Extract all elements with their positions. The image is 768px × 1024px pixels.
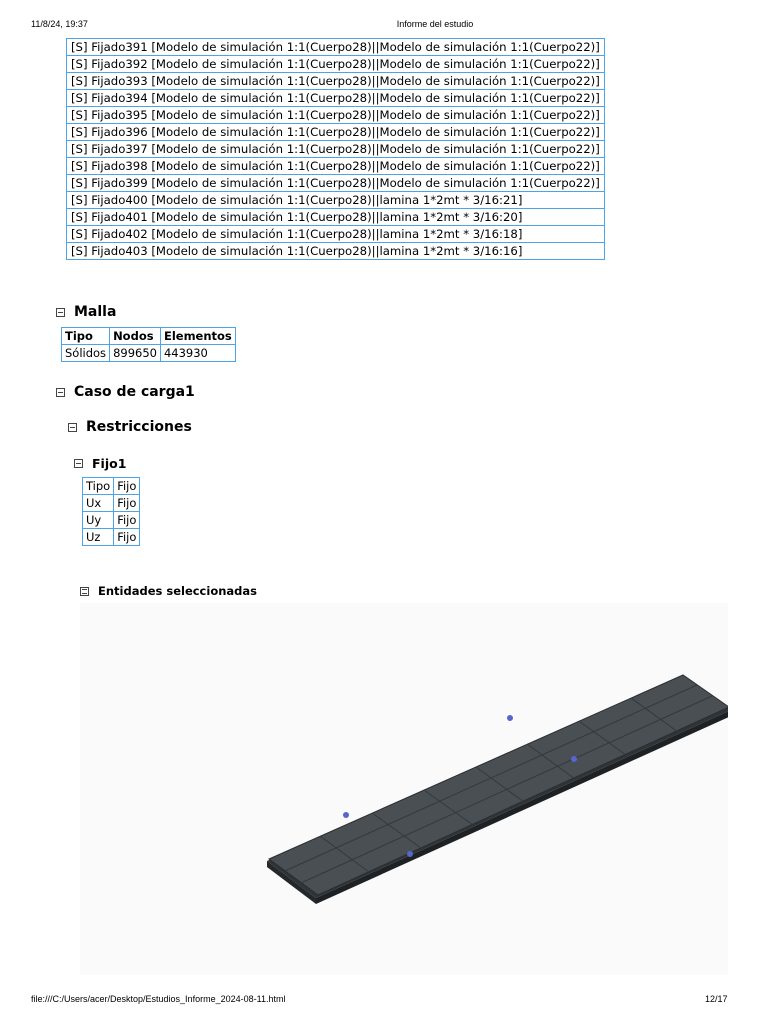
table-row <box>67 141 605 158</box>
table-cell: Fijo <box>114 529 140 546</box>
fixture-entry: [S] Fijado401 [Modelo de simulación 1:1(Cuerpo28)||lamina 1*2mt * 3/16:20] <box>67 209 605 226</box>
fixture-marker <box>507 715 513 721</box>
table-cell: Fijo <box>114 495 140 512</box>
fixture-marker <box>571 756 577 762</box>
column-header: Nodos <box>110 328 161 345</box>
model-image <box>80 603 728 975</box>
table-cell: Fijo <box>114 512 140 529</box>
section-title: Restricciones <box>86 419 192 435</box>
plate-top-face <box>269 675 728 895</box>
table-row <box>83 512 140 529</box>
print-title: Informe del estudio <box>396 19 474 29</box>
mesh-table <box>61 327 236 362</box>
table-row <box>62 345 236 362</box>
column-header: Tipo <box>62 328 110 345</box>
collapse-icon[interactable] <box>56 308 65 317</box>
table-row <box>67 56 605 73</box>
table-row <box>67 90 605 107</box>
table-row <box>67 192 605 209</box>
column-header: Elementos <box>160 328 235 345</box>
section-malla[interactable] <box>56 304 116 320</box>
collapse-icon[interactable] <box>74 459 83 468</box>
table-row <box>67 243 605 260</box>
section-selected-entities[interactable] <box>80 584 257 598</box>
section-title: Malla <box>74 304 117 320</box>
table-cell: Fijo <box>114 478 140 495</box>
table-cell: 443930 <box>160 345 235 362</box>
fixture-entry: [S] Fijado396 [Modelo de simulación 1:1(Cuerpo28)||Modelo de simulación 1:1(Cuerpo22)] <box>67 124 605 141</box>
fixture-entry: [S] Fijado399 [Modelo de simulación 1:1(Cuerpo28)||Modelo de simulación 1:1(Cuerpo22)] <box>67 175 605 192</box>
fixture-entry: [S] Fijado402 [Modelo de simulación 1:1(Cuerpo28)||lamina 1*2mt * 3/16:18] <box>67 226 605 243</box>
table-row <box>67 39 605 56</box>
fixtures-table <box>66 38 605 260</box>
table-cell: Sólidos <box>62 345 110 362</box>
fixture-entry: [S] Fijado400 [Modelo de simulación 1:1(Cuerpo28)||lamina 1*2mt * 3/16:21] <box>67 192 605 209</box>
section-fijo1[interactable] <box>74 456 126 471</box>
table-row <box>67 73 605 90</box>
model-render <box>80 603 728 975</box>
table-row <box>83 478 140 495</box>
fijo1-table <box>82 477 140 546</box>
table-cell: Ux <box>83 495 114 512</box>
table-cell: Uy <box>83 512 114 529</box>
table-row <box>67 158 605 175</box>
table-row <box>67 175 605 192</box>
fixture-marker <box>343 812 349 818</box>
table-row <box>67 107 605 124</box>
print-datetime: 11/8/24, 19:37 <box>31 19 88 29</box>
section-restrictions[interactable] <box>68 419 192 435</box>
fixture-entry: [S] Fijado395 [Modelo de simulación 1:1(Cuerpo28)||Modelo de simulación 1:1(Cuerpo22)] <box>67 107 605 124</box>
page-number: 12/17 <box>705 994 728 1004</box>
section-title: Fijo1 <box>92 456 127 471</box>
table-cell: Uz <box>83 529 114 546</box>
fixture-entry: [S] Fijado398 [Modelo de simulación 1:1(Cuerpo28)||Modelo de simulación 1:1(Cuerpo22)] <box>67 158 605 175</box>
collapse-icon[interactable] <box>80 587 89 596</box>
fixture-entry: [S] Fijado403 [Modelo de simulación 1:1(Cuerpo28)||lamina 1*2mt * 3/16:16] <box>67 243 605 260</box>
table-row <box>67 209 605 226</box>
fixture-entry: [S] Fijado397 [Modelo de simulación 1:1(Cuerpo28)||Modelo de simulación 1:1(Cuerpo22)] <box>67 141 605 158</box>
table-row <box>67 226 605 243</box>
table-cell: 899650 <box>110 345 161 362</box>
section-title: Caso de carga1 <box>74 384 195 400</box>
fixture-entry: [S] Fijado393 [Modelo de simulación 1:1(Cuerpo28)||Modelo de simulación 1:1(Cuerpo22)] <box>67 73 605 90</box>
table-row <box>83 495 140 512</box>
fixture-entry: [S] Fijado394 [Modelo de simulación 1:1(Cuerpo28)||Modelo de simulación 1:1(Cuerpo22)] <box>67 90 605 107</box>
table-row <box>67 124 605 141</box>
fixture-entry: [S] Fijado391 [Modelo de simulación 1:1(Cuerpo28)||Modelo de simulación 1:1(Cuerpo22)] <box>67 39 605 56</box>
section-title: Entidades seleccionadas <box>98 584 258 598</box>
fixture-entry: [S] Fijado392 [Modelo de simulación 1:1(Cuerpo28)||Modelo de simulación 1:1(Cuerpo22)] <box>67 56 605 73</box>
file-path: file:///C:/Users/acer/Desktop/Estudios_Informe_2024-08-11.html <box>31 994 286 1004</box>
table-cell: Tipo <box>83 478 114 495</box>
section-load-case[interactable] <box>56 384 195 400</box>
collapse-icon[interactable] <box>56 388 65 397</box>
fixture-marker <box>407 851 413 857</box>
table-row <box>83 529 140 546</box>
collapse-icon[interactable] <box>68 423 77 432</box>
